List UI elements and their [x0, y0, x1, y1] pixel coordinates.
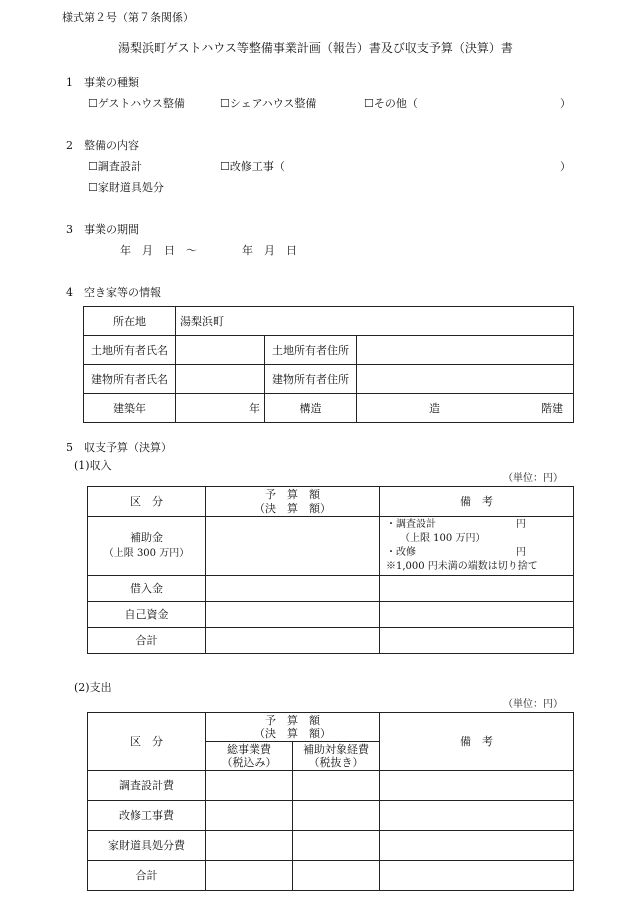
income-header-category: 区 分: [88, 487, 206, 517]
location-label: 所在地: [84, 307, 176, 336]
section5-heading: 5 収支予算（決算）: [66, 441, 172, 454]
subsidy-label-line1: 補助金: [130, 531, 163, 544]
income-subheading: (1)収入: [74, 459, 112, 472]
loan-amount-field[interactable]: [206, 576, 380, 602]
income-header-amount-line1: 予 算 額: [265, 487, 320, 501]
section4-heading: 4 空き家等の情報: [66, 286, 161, 299]
survey-design-eligible-field[interactable]: [293, 771, 380, 801]
built-year-field[interactable]: [176, 394, 265, 423]
option-sharehouse-checkbox[interactable]: ☐シェアハウス整備: [220, 97, 317, 110]
income-unit: （単位：円）: [503, 473, 563, 484]
building-owner-address-field[interactable]: [357, 365, 574, 394]
expense-header-category: 区 分: [88, 713, 206, 771]
subsidy-note-survey-limit: （上限 100 万円）: [400, 533, 486, 544]
floors-unit: 階建: [541, 402, 564, 415]
option-other-checkbox[interactable]: ☐その他（: [364, 97, 418, 110]
section1-heading: 1 事業の種類: [66, 76, 139, 89]
expense-header-total: [206, 742, 293, 771]
household-disposal-total-field[interactable]: [206, 831, 293, 861]
income-total-notes-field[interactable]: [380, 628, 574, 654]
income-total-amount-field[interactable]: [206, 628, 380, 654]
subsidy-note-rounding: ※1,000 円未満の端数は切り捨て: [386, 561, 538, 572]
subsidy-amount-field[interactable]: [206, 517, 380, 576]
expense-total-label: 合計: [88, 861, 206, 891]
expense-unit: （単位：円）: [503, 699, 563, 710]
land-owner-address-field[interactable]: [357, 336, 574, 365]
building-owner-name-field[interactable]: [176, 365, 265, 394]
loan-notes-field[interactable]: [380, 576, 574, 602]
loan-label: 借入金: [88, 576, 206, 602]
income-table: [87, 486, 574, 654]
expense-header-total-line2: （税込み）: [221, 756, 277, 769]
document-title: 湯梨浜町ゲストハウス等整備事業計画（報告）書及び収支予算（決算）書: [118, 41, 513, 55]
period-end: 年 月 日: [242, 244, 297, 257]
survey-design-cost-label: 調査設計費: [88, 771, 206, 801]
location-value[interactable]: 湯梨浜町: [176, 307, 574, 336]
structure-unit: 造: [429, 402, 440, 415]
renovation-total-field[interactable]: [206, 801, 293, 831]
household-disposal-eligible-field[interactable]: [293, 831, 380, 861]
expense-total-total-field[interactable]: [206, 861, 293, 891]
option-renovation-close-paren: ）: [560, 160, 571, 173]
option-guesthouse-checkbox[interactable]: ☐ゲストハウス整備: [88, 97, 185, 110]
own-funds-notes-field[interactable]: [380, 602, 574, 628]
renovation-eligible-field[interactable]: [293, 801, 380, 831]
land-owner-name-field[interactable]: [176, 336, 265, 365]
year-unit: 年: [249, 401, 260, 415]
expense-header-amount-line2: （決 算 額）: [254, 727, 331, 740]
expense-header-amount-line1: 予 算 額: [265, 714, 320, 727]
household-disposal-notes-field[interactable]: [380, 831, 574, 861]
section3-heading: 3 事業の期間: [66, 223, 139, 236]
renovation-notes-field[interactable]: [380, 801, 574, 831]
subsidy-note-renovation: ・改修 円: [386, 547, 526, 558]
expense-table: [87, 712, 574, 891]
subsidy-notes: [380, 517, 574, 576]
income-header-notes: 備 考: [380, 487, 574, 517]
expense-total-notes-field[interactable]: [380, 861, 574, 891]
expense-header-amount: [206, 713, 380, 742]
income-header-amount-line2: （決 算 額）: [254, 501, 331, 515]
land-owner-name-label: 土地所有者氏名: [84, 336, 176, 365]
expense-total-eligible-field[interactable]: [293, 861, 380, 891]
land-owner-address-label: 土地所有者住所: [265, 336, 357, 365]
built-year-label: 建築年: [84, 394, 176, 423]
own-funds-label: 自己資金: [88, 602, 206, 628]
option-household-disposal-checkbox[interactable]: ☐家財道具処分: [88, 181, 164, 194]
section2-heading: 2 整備の内容: [66, 139, 139, 152]
survey-design-notes-field[interactable]: [380, 771, 574, 801]
expense-header-eligible: [293, 742, 380, 771]
structure-label: 構造: [265, 394, 357, 423]
subsidy-note-survey: ・調査設計 円: [386, 519, 526, 530]
expense-subheading: (2)支出: [74, 681, 112, 694]
expense-header-total-line1: 総事業費: [227, 743, 271, 756]
form-number: 様式第２号（第７条関係）: [62, 11, 194, 24]
vacant-house-info-table: [83, 306, 574, 423]
building-owner-address-label: 建物所有者住所: [265, 365, 357, 394]
renovation-cost-label: 改修工事費: [88, 801, 206, 831]
option-renovation-checkbox[interactable]: ☐改修工事（: [220, 160, 285, 173]
income-total-label: 合計: [88, 628, 206, 654]
period-start: 年 月 日 ～: [120, 244, 197, 257]
option-survey-design-checkbox[interactable]: ☐調査設計: [88, 160, 142, 173]
subsidy-label-line2: （上限 300 万円）: [103, 548, 190, 559]
expense-header-eligible-line2: （税抜き）: [308, 756, 364, 769]
expense-header-notes: 備 考: [380, 713, 574, 771]
income-header-amount: [206, 487, 380, 517]
structure-field[interactable]: [357, 394, 574, 423]
building-owner-name-label: 建物所有者氏名: [84, 365, 176, 394]
option-other-close-paren: ）: [560, 97, 571, 110]
household-disposal-cost-label: 家財道具処分費: [88, 831, 206, 861]
subsidy-label: [88, 517, 206, 576]
survey-design-total-field[interactable]: [206, 771, 293, 801]
own-funds-amount-field[interactable]: [206, 602, 380, 628]
expense-header-eligible-line1: 補助対象経費: [303, 743, 369, 756]
